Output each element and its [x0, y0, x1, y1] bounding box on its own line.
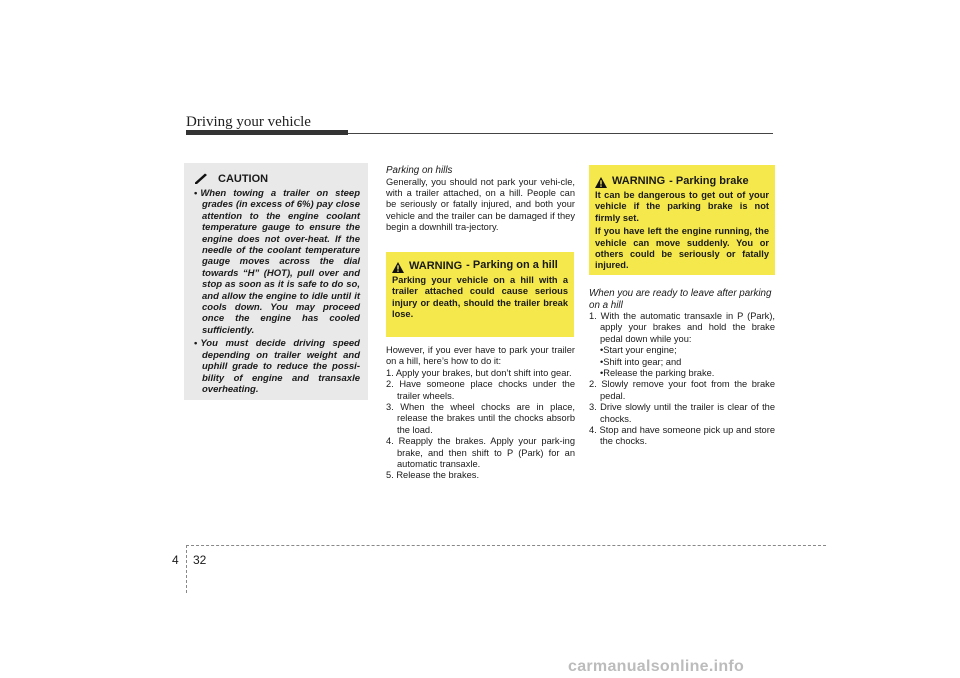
pencil-icon — [194, 173, 208, 185]
steps-list — [589, 379, 775, 447]
caution-item: • When towing a trailer on steep grades (in excess of 6%) pay close attention to the engine coolant temperature gauge to ensure the engine does not over-heat. If the needle of the coolant temperature gauge moves across the dial towards “H” (HOT), pull over and stop as soon as it is safe to do so, and allow the engine to idle until it cools down. You may proceed once the engine has cooled sufficiently. — [192, 188, 360, 336]
caution-item: • You must decide driving speed depending on trailer weight and uphill grade to reduce the possi-bility of engine and transaxle overheating. — [192, 338, 360, 395]
step-item: 4. Reapply the brakes. Apply your park-ing brake, and then shift to P (Park) for an automatic transaxle. — [386, 436, 575, 470]
footer-divider — [186, 545, 187, 593]
header-bar — [186, 130, 348, 135]
steps-list — [589, 311, 775, 345]
step-item: 1. With the automatic transaxle in P (Park), apply your brakes and hold the brake pedal down while you: — [589, 311, 775, 344]
caution-title: CAUTION — [218, 173, 269, 185]
warning-box-hill — [386, 252, 574, 337]
lead-paragraph: However, if you ever have to park your trailer on a hill, here’s how to do it: — [386, 345, 575, 367]
warning-label: WARNING — [612, 175, 666, 187]
section-title: Parking on hills — [386, 165, 453, 176]
step-item: 4. Stop and have someone pick up and store the chocks. — [589, 425, 775, 447]
warning-header — [595, 175, 769, 188]
leave-hill-section — [589, 288, 775, 448]
sub-step-item: • Shift into gear; and — [589, 357, 775, 368]
warning-body: Parking your vehicle on a hill with a trailer attached could cause serious injury or death, should the trailer break lose. — [392, 275, 568, 320]
section-title: When you are ready to leave after parking on a hill — [589, 288, 772, 311]
caution-box — [184, 163, 368, 400]
header-rule — [348, 133, 773, 134]
warning-body: If you have left the engine running, the vehicle can move suddenly. You or others could be seriously or fatally injured. — [595, 226, 769, 271]
warning-box-parking-brake — [589, 165, 775, 275]
warning-label: WARNING — [409, 260, 463, 272]
warning-body: It can be dangerous to get out of your vehicle if the parking brake is not firmly set. — [595, 190, 769, 223]
sub-steps-list — [589, 345, 775, 379]
caution-header — [194, 173, 360, 185]
page-header-title: Driving your vehicle — [186, 114, 311, 130]
step-item: 3. When the wheel chocks are in place, release the brakes until the chocks absorb the load. — [386, 402, 575, 435]
intro-paragraph: Generally, you should not park your vehi-cle, with a trailer attached, on a hill. People can be seriously or fatally injured, and both your vehicle and the trailer can be damaged if they begin a downhill tra-jectory. — [386, 176, 575, 233]
step-item: 2. Slowly remove your foot from the brake pedal. — [589, 379, 775, 401]
step-item: 5. Release the brakes. — [386, 470, 480, 481]
warning-subject: - Parking brake — [669, 175, 749, 187]
step-item: 1. Apply your brakes, but don’t shift into gear. — [386, 367, 572, 378]
watermark: carmanualsonline.info — [568, 658, 745, 675]
warning-triangle-icon — [392, 262, 404, 273]
warning-subject: - Parking on a hill — [466, 259, 558, 271]
step-item: 2. Have someone place chocks under the trailer wheels. — [386, 379, 575, 401]
step-item: 3. Drive slowly until the trailer is clear of the chocks. — [589, 402, 775, 424]
parking-hills-section — [386, 165, 575, 234]
footer-rule — [186, 545, 826, 546]
page-number: 32 — [193, 553, 207, 567]
sub-step-item: • Release the parking brake. — [589, 368, 775, 379]
steps-list — [386, 368, 575, 482]
caution-list — [192, 188, 360, 395]
warning-triangle-icon — [595, 177, 607, 188]
parking-hills-steps — [386, 345, 575, 482]
chapter-number: 4 — [172, 553, 179, 567]
warning-header — [392, 260, 568, 273]
sub-step-item: • Start your engine; — [589, 345, 775, 356]
